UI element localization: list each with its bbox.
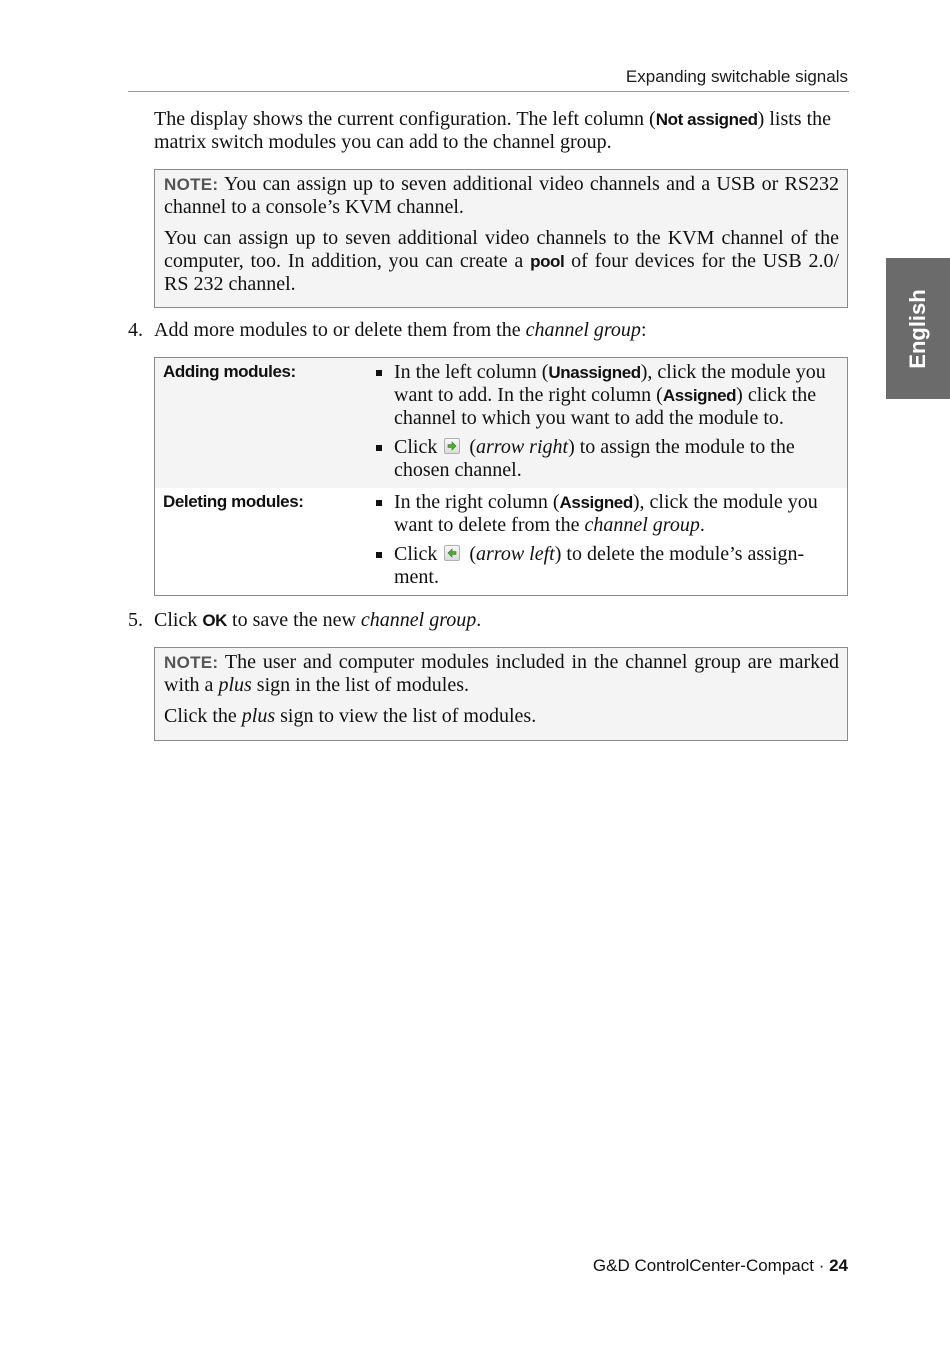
language-tab-label: English	[905, 288, 930, 369]
intro-text-1: The display shows the current configuration. The left column (	[154, 108, 656, 130]
adding-b2-text: to assign the module to the chosen channel.	[394, 436, 795, 481]
note2-text-1b: sign in the list of modules.	[251, 674, 469, 696]
adding-b1-text-c: ) click the channel to which you want to add the module to.	[394, 384, 817, 429]
deleting-b1-assigned: Assigned	[559, 493, 633, 512]
deleting-b2-click: Click	[394, 543, 438, 565]
deleting-bullet-1	[376, 491, 839, 537]
step-5-end: .	[476, 609, 482, 631]
adding-modules-body	[364, 358, 847, 488]
deleting-b1-text-a: In the right column (	[394, 491, 560, 513]
table-row-deleting	[155, 488, 847, 595]
step-5-ok: OK	[202, 611, 228, 630]
deleting-modules-label: Deleting modules:	[163, 492, 304, 511]
deleting-b1-channel-group: channel group	[584, 514, 700, 536]
note1-label: NOTE:	[164, 175, 219, 194]
module-action-table	[154, 357, 848, 596]
language-tab	[886, 258, 950, 399]
note1-text-2b: of four devices for the USB 2.0/ RS 232 channel.	[164, 250, 839, 295]
adding-b1-text-b: ), click the module you want to add. In the right column (	[394, 361, 826, 406]
adding-bullet-2: Click (arrow right) to assign the module to the chosen channel.	[376, 436, 839, 482]
step-5-number: 5.	[128, 609, 143, 631]
note-box-2	[154, 647, 848, 741]
step-4-channel-group: channel group	[525, 319, 641, 341]
note1-paragraph-1	[164, 173, 839, 219]
running-header: Expanding switchable signals	[625, 67, 848, 86]
note2-text-2b: sign to view the list of modules.	[275, 705, 537, 727]
step-4-number: 4.	[128, 319, 143, 341]
note2-text-2a: Click the	[164, 705, 242, 727]
page-number: 24	[829, 1256, 848, 1275]
step-5-channel-group: channel group	[360, 609, 477, 631]
note2-paragraph-2	[164, 705, 839, 728]
intro-not-assigned: Not assigned	[655, 110, 758, 129]
step-4-end: :	[640, 319, 647, 341]
step-4	[128, 319, 647, 342]
deleting-bullet-2: Click (arrow left) to delete the module’s assign-ment.	[376, 543, 839, 589]
deleting-b2-arrow-left: arrow left	[476, 543, 555, 565]
note2-text-1a: The user and computer modules included in the channel group are marked with a	[164, 651, 839, 696]
note-box-1	[154, 169, 848, 308]
adding-b2-arrow-right: arrow right	[476, 436, 569, 458]
note1-paragraph-2	[164, 227, 839, 296]
deleting-b1-end: .	[699, 514, 705, 536]
note2-label: NOTE:	[164, 653, 219, 672]
step-4-text: Add more modules to or delete them from the	[154, 319, 526, 341]
intro-text-2: ) lists the matrix switch modules you can add to the channel group.	[154, 108, 832, 153]
adding-bullet-1	[376, 361, 839, 430]
note2-plus-2: plus	[241, 705, 276, 727]
step-5	[128, 609, 481, 632]
note1-text-2a: You can assign up to seven additional video channels to the KVM channel of the computer, too. In addition, you can create a	[164, 227, 839, 272]
deleting-b2-text: to delete the module’s assign-ment.	[394, 543, 805, 588]
adding-b1-unassigned: Unassigned	[548, 363, 641, 382]
intro-paragraph	[154, 108, 844, 154]
adding-modules-label: Adding modules:	[163, 362, 296, 381]
note2-paragraph-1	[164, 651, 839, 697]
header-rule	[128, 91, 849, 92]
table-row-adding	[155, 358, 847, 488]
arrow-right-icon	[444, 438, 460, 454]
step-5-text-a: Click	[154, 609, 203, 631]
adding-b2-click: Click	[394, 436, 438, 458]
deleting-b1-text-b: ), click the module you want to delete from the	[394, 491, 818, 536]
deleting-modules-body	[364, 488, 847, 595]
arrow-left-icon	[444, 545, 460, 561]
page-footer	[593, 1256, 848, 1276]
adding-b1-assigned: Assigned	[662, 386, 737, 405]
note1-text-1: You can assign up to seven additional video channels and a USB or RS232 channel to a console’s KVM channel.	[164, 173, 839, 218]
note1-pool: pool	[530, 252, 565, 271]
adding-b1-text-a: In the left column (	[394, 361, 549, 383]
footer-product: G&D ControlCenter-Compact ·	[592, 1256, 830, 1275]
note2-plus-1: plus	[218, 674, 252, 696]
step-5-text-b: to save the new	[227, 609, 361, 631]
